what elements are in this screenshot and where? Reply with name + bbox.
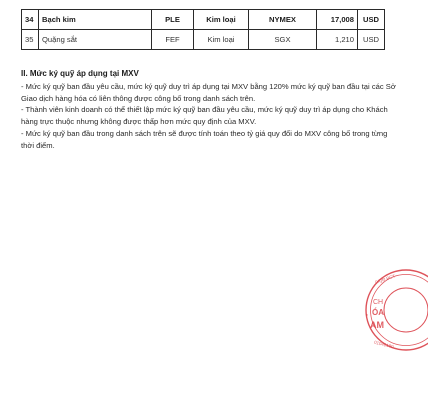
svg-text:ÓA: ÓA: [372, 308, 384, 317]
exchange: NYMEX: [249, 10, 317, 30]
commodity-group: Kim loại: [194, 10, 249, 30]
margin-value: 1,210: [317, 30, 358, 50]
table-row: [22, 30, 385, 50]
table-row: [22, 10, 385, 30]
margin-table: [21, 9, 385, 50]
section-heading: II. Mức ký quỹ áp dụng tại MXV: [21, 69, 139, 78]
currency: USD: [358, 10, 385, 30]
svg-text:CH: CH: [373, 299, 384, 306]
exchange: SGX: [249, 30, 317, 50]
margin-policy-section: [21, 68, 401, 152]
svg-text:0/QĐ.BCT: 0/QĐ.BCT: [374, 273, 396, 285]
row-number: 34: [22, 10, 39, 30]
commodity-code: PLE: [152, 10, 194, 30]
row-number: 35: [22, 30, 39, 50]
commodity-name: Bạch kim: [39, 10, 152, 30]
commodity-group: Kim loại: [194, 30, 249, 50]
svg-text:*: *: [366, 314, 368, 320]
svg-text:AM: AM: [370, 320, 384, 330]
svg-text:01040180: 01040180: [373, 339, 395, 350]
currency: USD: [358, 30, 385, 50]
commodity-name: Quặng sắt: [39, 30, 152, 50]
policy-paragraph: - Mức ký quỹ ban đầu trong danh sách trên sẽ được tính toán theo tỷ giá quy đổi do MXV công bố trong từng thời điểm.: [21, 128, 388, 150]
margin-value: 17,008: [317, 10, 358, 30]
company-seal-stamp: [364, 268, 428, 358]
policy-paragraph: - Thành viên kinh doanh có thể thiết lập mức ký quỹ ban đầu yêu cầu, mức ký quỹ duy trì áp dụng cho Khách hàng trực thuộc nhưng không được thấp hơn mức quy định của MXV.: [21, 105, 388, 127]
policy-paragraph: - Mức ký quỹ ban đầu yêu cầu, mức ký quỹ duy trì áp dụng tại MXV bằng 120% mức ký quỹ ban đầu tại các Sở Giao dịch hàng hóa có liên thông được công bố trong danh sách trên.: [21, 81, 396, 103]
commodity-code: FEF: [152, 30, 194, 50]
